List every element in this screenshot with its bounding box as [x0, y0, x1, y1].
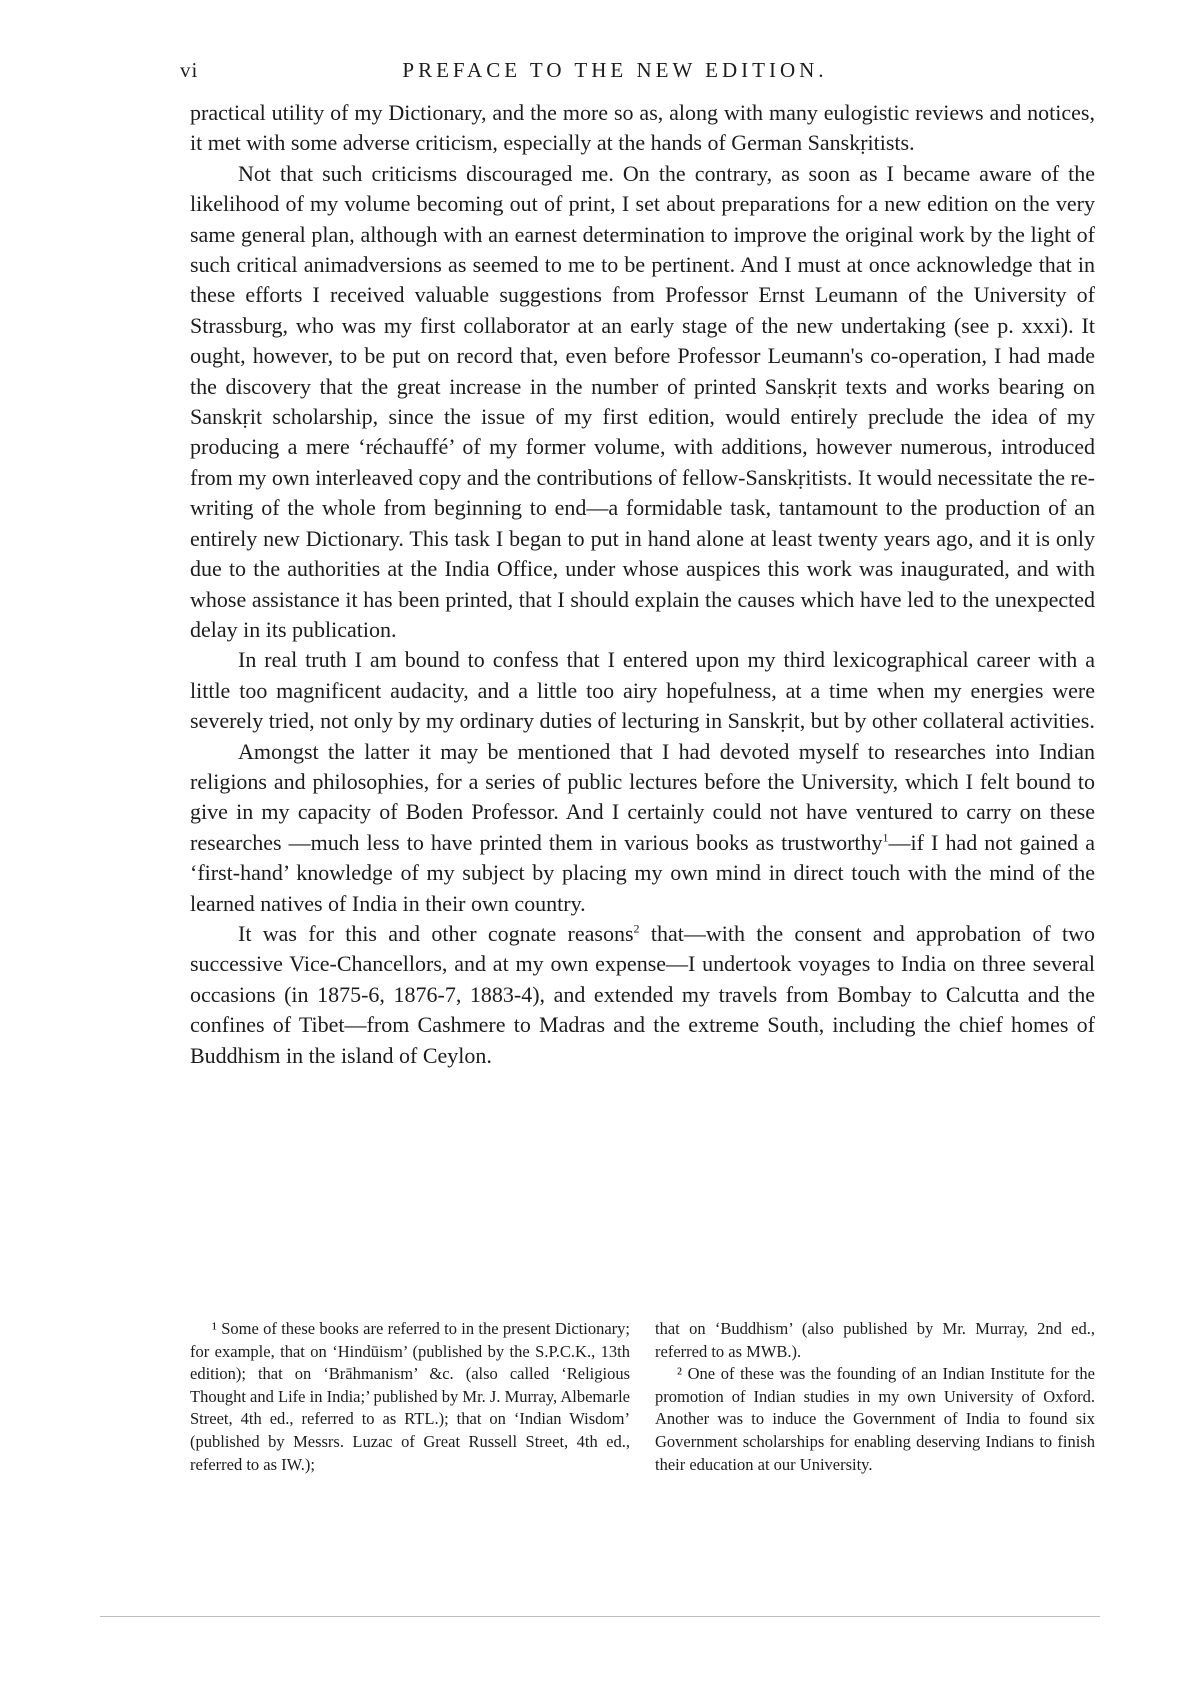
footnote-1-continuation: that on ‘Buddhism’ (also published by Mr. Murray, 2nd ed., referred to as MWB.).	[655, 1319, 1095, 1361]
footnote-column-left	[190, 1318, 630, 1476]
footnote-mark: 2	[633, 921, 640, 936]
paragraph: Not that such criticisms discouraged me. On the contrary, as soon as I became aware of the likelihood of my volume becoming out of print, I set about preparations for a new edition on the very same general plan, although with an earnest determination to improve the original work by the light of such critical animadversions as seemed to me to be pertinent. And I must at once acknowledge that in these efforts I received valuable suggestions from Professor Ernst Leumann of the University of Strassburg, who was my first collaborator at an early stage of the new undertaking (see p. xxxi). It ought, however, to be put on record that, even before Professor Leumann's co-operation, I had made the discovery that the great increase in the number of printed Sanskṛit texts and works bearing on Sanskṛit scholarship, since the issue of my first edition, would entirely preclude the idea of my producing a mere ‘réchauffé’ of my former volume, with additions, however numerous, introduced from my own interleaved copy and the contributions of fellow-Sanskṛitists. It would necessitate the re-writing of the whole from beginning to end—a formidable task, tantamount to the production of an entirely new Dictionary. This task I began to put in hand alone at least twenty years ago, and it is only due to the authorities at the India Office, under whose auspices this work was inaugurated, and with whose assistance it has been printed, that I should explain the causes which have led to the unexpected delay in its publication.	[190, 160, 1095, 642]
bottom-rule	[100, 1616, 1100, 1617]
paragraph-text: that—with the consent and approbation of two successive Vice-Chancellors, and at my own expense—I undertook voyages to India on three several occasions (in 1875-6, 1876-7, 1883-4), and extended my travels from Bombay to Calcutta and the confines of Tibet—from Cashmere to Madras and the extreme South, including the chief homes of Buddhism in the island of Ceylon.	[190, 920, 1095, 1068]
body-text	[190, 98, 1095, 1071]
paragraph	[190, 737, 1095, 919]
running-head: PREFACE TO THE NEW EDITION.	[402, 58, 828, 82]
footnote-1: ¹ Some of these books are referred to in the present Dictionary; for example, that on ‘Hindūism’ (published by the S.P.C.K., 13th edition); that on ‘Brāhmanism’ &c. (also called ‘Religious Thought and Life in India;’ published by Mr. J. Murray, Albemarle Street, 4th ed., referred to as RTL.); that on ‘Indian Wisdom’ (published by Messrs. Luzac of Great Russell Street, 4th ed., referred to as IW.);	[190, 1319, 630, 1474]
paragraph-continuation: practical utility of my Dictionary, and the more so as, along with many eulogistic reviews and notices, it met with some adverse criticism, especially at the hands of German Sanskṛitists.	[190, 100, 1095, 156]
paragraph: In real truth I am bound to confess that I entered upon my third lexicographical career with a little too magnificent audacity, and a little too airy hopefulness, at a time when my energies were severely tried, not only by my ordinary duties of lecturing in Sanskṛit, but by other collateral activities.	[190, 647, 1095, 734]
paragraph-text: It was for this and other cognate reasons	[238, 920, 634, 946]
footnote-mark: 1	[882, 830, 889, 845]
page-number: vi	[180, 58, 199, 82]
paragraph-text: —if I had not gained a ‘first-hand’ knowledge of my subject by placing my own mind in direct touch with the mind of the learned natives of India in their own country.	[190, 829, 1095, 916]
footnote-2: ² One of these was the founding of an Indian Institute for the promotion of Indian studies in my own University of Oxford. Another was to induce the Government of India to found six Government scholarships for enabling deserving Indians to finish their education at our University.	[655, 1364, 1095, 1474]
paragraph	[190, 919, 1095, 1071]
footnotes	[190, 1318, 1095, 1476]
footnote-column-right	[655, 1318, 1095, 1476]
paragraph-text: Amongst the latter it may be mentioned that I had devoted myself to researches into Indian religions and philosophies, for a series of public lectures before the University, which I felt bound to give in my capacity of Boden Professor. And I certainly could not have ventured to carry on these researches —much less to have printed them in various books as trustworthy	[190, 738, 1095, 855]
